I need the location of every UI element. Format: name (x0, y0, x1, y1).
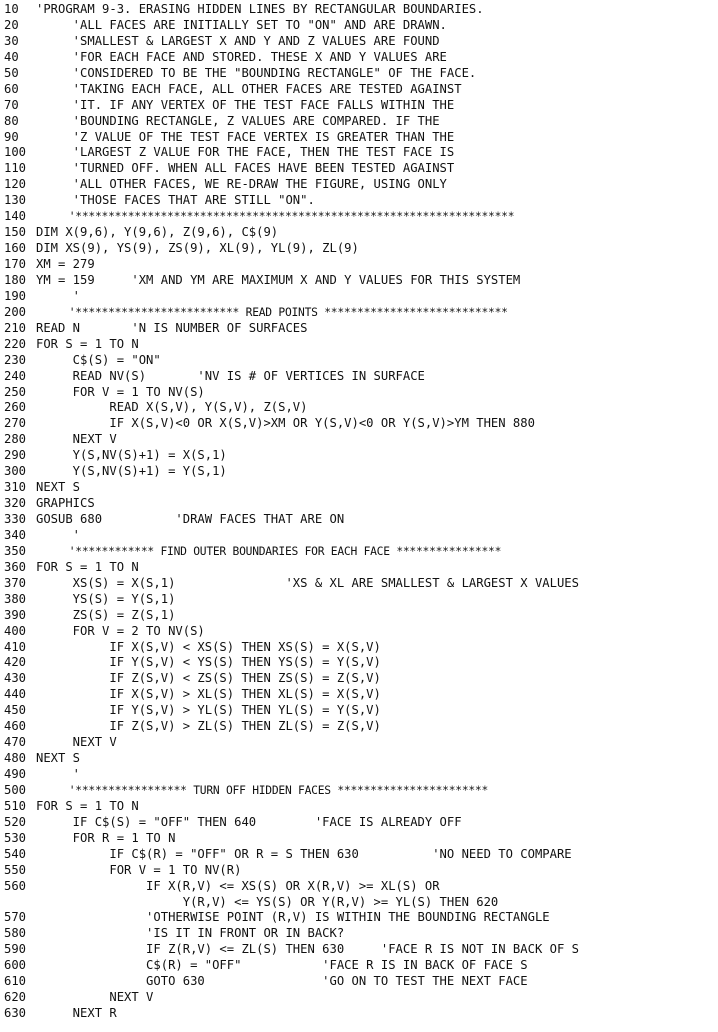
line-number: 10 (4, 2, 19, 16)
line-number: 70 (4, 97, 19, 112)
line-number: 80 (4, 113, 19, 128)
code-line (4, 225, 716, 241)
code-line (4, 863, 716, 879)
code-line (4, 640, 716, 656)
line-number: 190 (4, 288, 27, 303)
code-line (4, 544, 716, 560)
code-line (4, 879, 716, 895)
line-number: 50 (4, 65, 19, 80)
code-line (4, 50, 716, 66)
line-number: 460 (4, 719, 27, 734)
code-text: IF Y(S,V) < YS(S) THEN YS(S) = Y(S,V) (36, 655, 381, 670)
code-text: Y(S,NV(S)+1) = Y(S,1) (36, 464, 227, 479)
code-line (4, 624, 716, 640)
code-text: FOR V = 1 TO NV(R) (36, 862, 242, 877)
line-number: 500 (4, 782, 27, 797)
code-line (4, 289, 716, 305)
code-line (4, 735, 716, 751)
code-line (4, 448, 716, 464)
code-text: 'IS IT IN FRONT OR IN BACK? (36, 926, 345, 941)
line-number: 490 (4, 767, 27, 781)
line-number: 100 (4, 145, 27, 160)
code-text: NEXT V (36, 735, 117, 750)
code-line (4, 847, 716, 863)
line-number: 580 (4, 926, 27, 941)
line-number: 380 (4, 591, 27, 606)
code-text: FOR R = 1 TO N (36, 830, 176, 845)
line-number: 110 (4, 161, 27, 176)
line-number: 200 (4, 304, 27, 319)
line-number: 340 (4, 527, 27, 542)
line-number: 230 (4, 352, 27, 367)
code-text: 'Z VALUE OF THE TEST FACE VERTEX IS GREATER THAN THE (36, 129, 455, 144)
line-number: 250 (4, 384, 27, 399)
code-line (4, 1006, 716, 1022)
code-line (4, 767, 716, 783)
code-line (4, 974, 716, 990)
line-number: 420 (4, 655, 27, 670)
code-line (4, 655, 716, 671)
code-line (4, 703, 716, 719)
code-text: NEXT S (36, 480, 81, 495)
line-number: 310 (4, 480, 27, 495)
code-text: 'LARGEST Z VALUE FOR THE FACE, THEN THE TEST FACE IS (36, 145, 455, 160)
line-number: 370 (4, 575, 27, 590)
code-text: IF X(S,V) > XL(S) THEN XL(S) = X(S,V) (36, 687, 381, 702)
code-line (4, 592, 716, 608)
code-text: 'IT. IF ANY VERTEX OF THE TEST FACE FALLS WITHIN THE (36, 97, 455, 112)
code-line (4, 576, 716, 592)
code-text: READ X(S,V), Y(S,V), Z(S,V) (36, 400, 308, 415)
code-text: IF Z(R,V) <= ZL(S) THEN 630 'FACE R IS NOT IN BACK OF S (36, 942, 579, 957)
code-line (4, 385, 716, 401)
code-line (4, 831, 716, 847)
line-number: 520 (4, 814, 27, 829)
code-text: 'TAKING EACH FACE, ALL OTHER FACES ARE TESTED AGAINST (36, 81, 462, 96)
line-number: 350 (4, 543, 27, 558)
code-line (4, 926, 716, 942)
code-text: '***************** TURN OFF HIDDEN FACES *********************** (36, 783, 489, 797)
code-line (4, 432, 716, 448)
code-text: C$(R) = "OFF" 'FACE R IS IN BACK OF FACE S (36, 958, 528, 973)
code-line (4, 480, 716, 496)
code-line (4, 671, 716, 687)
code-line (4, 528, 716, 544)
code-line (4, 512, 716, 528)
line-number: 40 (4, 49, 19, 64)
line-number: 330 (4, 512, 27, 526)
line-number: 510 (4, 798, 27, 813)
code-text: 'CONSIDERED TO BE THE "BOUNDING RECTANGLE" OF THE FACE. (36, 65, 477, 80)
line-number: 450 (4, 703, 27, 718)
code-text: IF C$(R) = "OFF" OR R = S THEN 630 'NO NEED TO COMPARE (36, 846, 572, 861)
code-text: GOTO 630 'GO ON TO TEST THE NEXT FACE (36, 974, 528, 989)
line-number: 240 (4, 368, 27, 383)
line-number: 360 (4, 559, 27, 574)
code-text: ' (36, 527, 81, 542)
code-line (4, 783, 716, 799)
code-text: NEXT S (36, 751, 81, 766)
line-number: 270 (4, 416, 27, 431)
code-line (4, 958, 716, 974)
code-text: YM = 159 'XM AND YM ARE MAXIMUM X AND Y VALUES FOR THIS SYSTEM (36, 272, 521, 287)
code-text: '************************* READ POINTS **************************** (36, 305, 508, 319)
line-number: 170 (4, 257, 27, 271)
code-line (4, 990, 716, 1006)
code-line (4, 400, 716, 416)
line-number: 260 (4, 400, 27, 415)
code-line (4, 687, 716, 703)
line-number: 130 (4, 193, 27, 208)
code-line (4, 66, 716, 82)
code-line (4, 257, 716, 273)
line-number: 280 (4, 432, 27, 447)
code-text: ' (36, 288, 81, 303)
line-number: 630 (4, 1006, 27, 1021)
code-line (4, 321, 716, 337)
code-text: NEXT V (36, 432, 117, 447)
code-line (4, 910, 716, 926)
code-text: IF C$(S) = "OFF" THEN 640 'FACE IS ALREADY OFF (36, 814, 462, 829)
line-number: 120 (4, 177, 27, 192)
code-text: 'PROGRAM 9-3. ERASING HIDDEN LINES BY RECTANGULAR BOUNDARIES. (36, 2, 484, 16)
code-line (4, 18, 716, 34)
line-number: 90 (4, 129, 19, 144)
line-number: 320 (4, 496, 27, 511)
code-line (4, 145, 716, 161)
code-line (4, 719, 716, 735)
code-text: FOR V = 1 TO NV(S) (36, 384, 205, 399)
line-number: 470 (4, 735, 27, 750)
code-text: Y(S,NV(S)+1) = X(S,1) (36, 448, 227, 463)
line-number: 290 (4, 448, 27, 463)
code-text: DIM XS(9), YS(9), ZS(9), XL(9), YL(9), ZL(9) (36, 241, 359, 256)
line-number: 390 (4, 607, 27, 622)
code-text: IF X(S,V)<0 OR X(S,V)>XM OR Y(S,V)<0 OR Y(S,V)>YM THEN 880 (36, 416, 535, 431)
code-text: IF Z(S,V) > ZL(S) THEN ZL(S) = Z(S,V) (36, 719, 381, 734)
code-text: 'SMALLEST & LARGEST X AND Y AND Z VALUES ARE FOUND (36, 33, 440, 48)
code-text: 'ALL FACES ARE INITIALLY SET TO "ON" AND ARE DRAWN. (36, 17, 447, 32)
code-line (4, 608, 716, 624)
code-text: NEXT V (36, 990, 154, 1005)
code-text: 'FOR EACH FACE AND STORED. THESE X AND Y VALUES ARE (36, 49, 447, 64)
line-number: 400 (4, 623, 27, 638)
code-text: '************ FIND OUTER BOUNDARIES FOR EACH FACE **************** (36, 544, 502, 558)
line-number: 620 (4, 990, 27, 1005)
line-number: 570 (4, 910, 27, 925)
code-text: 'THOSE FACES THAT ARE STILL "ON". (36, 193, 315, 208)
code-text: '******************************************************************* (36, 210, 515, 224)
code-line (4, 305, 716, 321)
line-number: 440 (4, 687, 27, 702)
code-line (4, 2, 716, 18)
line-number: 530 (4, 830, 27, 845)
line-number: 220 (4, 336, 27, 351)
code-line (4, 464, 716, 480)
code-line (4, 82, 716, 98)
code-line (4, 273, 716, 289)
code-line (4, 209, 716, 225)
code-text: 'OTHERWISE POINT (R,V) IS WITHIN THE BOUNDING RECTANGLE (36, 910, 550, 925)
code-text: ZS(S) = Z(S,1) (36, 607, 176, 622)
line-number: 210 (4, 320, 27, 335)
line-number: 20 (4, 17, 19, 32)
code-line (4, 799, 716, 815)
line-number: 540 (4, 846, 27, 861)
code-text: IF Y(S,V) > YL(S) THEN YL(S) = Y(S,V) (36, 703, 381, 718)
code-text: IF Z(S,V) < ZS(S) THEN ZS(S) = Z(S,V) (36, 671, 381, 686)
code-text: GRAPHICS (36, 496, 95, 511)
code-line (4, 193, 716, 209)
code-text: 'ALL OTHER FACES, WE RE-DRAW THE FIGURE, USING ONLY (36, 177, 447, 192)
code-line (4, 337, 716, 353)
code-line (4, 241, 716, 257)
line-number: 600 (4, 958, 27, 973)
line-number: 610 (4, 974, 27, 989)
code-line (4, 353, 716, 369)
code-text: C$(S) = "ON" (36, 352, 161, 367)
line-number: 430 (4, 671, 27, 686)
code-text: READ NV(S) 'NV IS # OF VERTICES IN SURFACE (36, 368, 425, 383)
code-text: IF X(R,V) <= XS(S) OR X(R,V) >= XL(S) OR (36, 878, 440, 893)
code-line (4, 895, 716, 911)
code-line (4, 177, 716, 193)
line-number (4, 895, 36, 911)
line-number: 550 (4, 862, 27, 877)
code-text: 'TURNED OFF. WHEN ALL FACES HAVE BEEN TESTED AGAINST (36, 161, 455, 176)
line-number: 480 (4, 751, 27, 766)
code-line (4, 751, 716, 767)
code-line (4, 98, 716, 114)
code-text: DIM X(9,6), Y(9,6), Z(9,6), C$(9) (36, 225, 279, 240)
code-text: YS(S) = Y(S,1) (36, 591, 176, 606)
code-line (4, 34, 716, 50)
line-number: 30 (4, 33, 19, 48)
code-text: Y(R,V) <= YS(S) OR Y(R,V) >= YL(S) THEN 620 (36, 894, 499, 909)
line-number: 180 (4, 272, 27, 287)
line-number: 150 (4, 225, 27, 240)
code-text: FOR S = 1 TO N (36, 559, 139, 574)
line-number: 560 (4, 878, 27, 893)
line-number: 300 (4, 464, 27, 479)
code-text: NEXT R (36, 1006, 117, 1021)
line-number: 160 (4, 241, 27, 256)
code-text: FOR S = 1 TO N (36, 798, 139, 813)
code-text: XS(S) = X(S,1) 'XS & XL ARE SMALLEST & LARGEST X VALUES (36, 575, 579, 590)
line-number: 410 (4, 639, 27, 654)
code-line (4, 161, 716, 177)
program-listing (4, 2, 716, 1022)
code-line (4, 815, 716, 831)
line-number: 60 (4, 81, 19, 96)
code-text: READ N 'N IS NUMBER OF SURFACES (36, 320, 308, 335)
code-line (4, 114, 716, 130)
code-text: FOR S = 1 TO N (36, 336, 139, 351)
code-text: FOR V = 2 TO NV(S) (36, 623, 205, 638)
code-text: ' (36, 767, 81, 781)
code-line (4, 416, 716, 432)
code-line (4, 369, 716, 385)
line-number: 590 (4, 942, 27, 957)
code-line (4, 130, 716, 146)
code-text: XM = 279 (36, 257, 95, 271)
code-line (4, 942, 716, 958)
code-line (4, 560, 716, 576)
line-number: 140 (4, 209, 27, 224)
code-text: IF X(S,V) < XS(S) THEN XS(S) = X(S,V) (36, 639, 381, 654)
code-line (4, 496, 716, 512)
code-text: GOSUB 680 'DRAW FACES THAT ARE ON (36, 512, 345, 526)
code-text: 'BOUNDING RECTANGLE, Z VALUES ARE COMPARED. IF THE (36, 113, 440, 128)
